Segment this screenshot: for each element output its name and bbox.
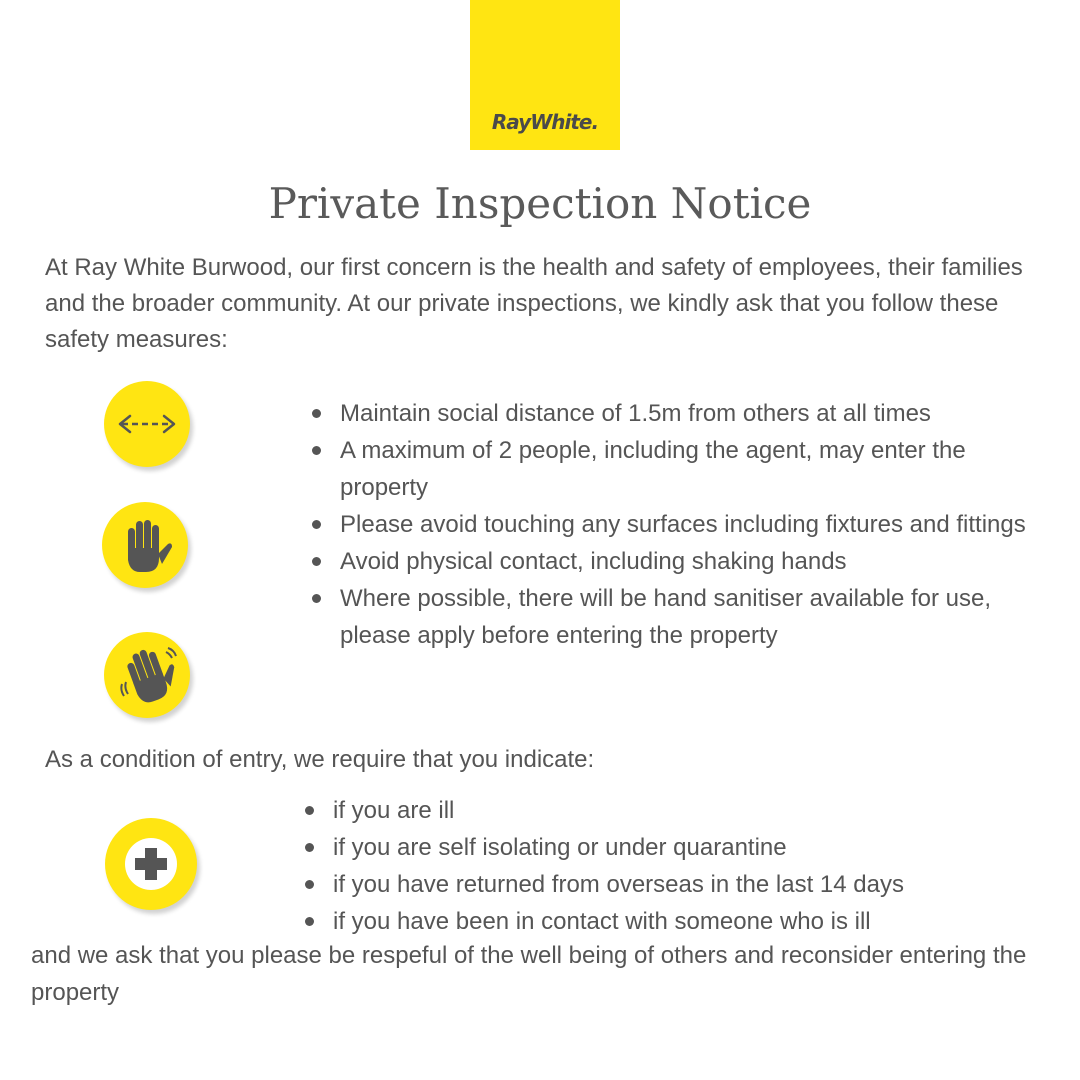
list-item: if you are ill	[305, 792, 1025, 829]
safety-measures-list	[312, 395, 1032, 654]
list-item: Where possible, there will be hand sanitiser available for use, please apply before entering the property	[312, 580, 1032, 654]
list-item: Maintain social distance of 1.5m from others at all times	[312, 395, 1032, 432]
list-item: if you have been in contact with someone who is ill	[305, 903, 1025, 940]
list-item: if you have returned from overseas in the last 14 days	[305, 866, 1025, 903]
page-title: Private Inspection Notice	[268, 179, 812, 228]
intro-paragraph: At Ray White Burwood, our first concern is the health and safety of employees, their families and the broader community. At our private inspections, we kindly ask that you follow these safety measures:	[45, 254, 1023, 353]
hand-stop-icon	[102, 502, 188, 588]
list-item: Avoid physical contact, including shaking hands	[312, 543, 1032, 580]
distance-arrow-icon	[104, 381, 190, 467]
logo-text: RayWhite.	[491, 110, 599, 134]
hand-wave-icon	[104, 632, 190, 718]
list-item: Please avoid touching any surfaces including fixtures and fittings	[312, 506, 1032, 543]
condition-lead: As a condition of entry, we require that you indicate:	[45, 746, 595, 773]
medical-cross-icon	[105, 818, 197, 910]
list-item: if you are self isolating or under quarantine	[305, 829, 1025, 866]
closing-paragraph: and we ask that you please be respeful of the well being of others and reconsider entering the property	[31, 942, 1027, 1006]
ray-white-logo	[470, 0, 620, 150]
entry-conditions-list	[305, 792, 1025, 940]
list-item: A maximum of 2 people, including the agent, may enter the property	[312, 432, 1032, 506]
